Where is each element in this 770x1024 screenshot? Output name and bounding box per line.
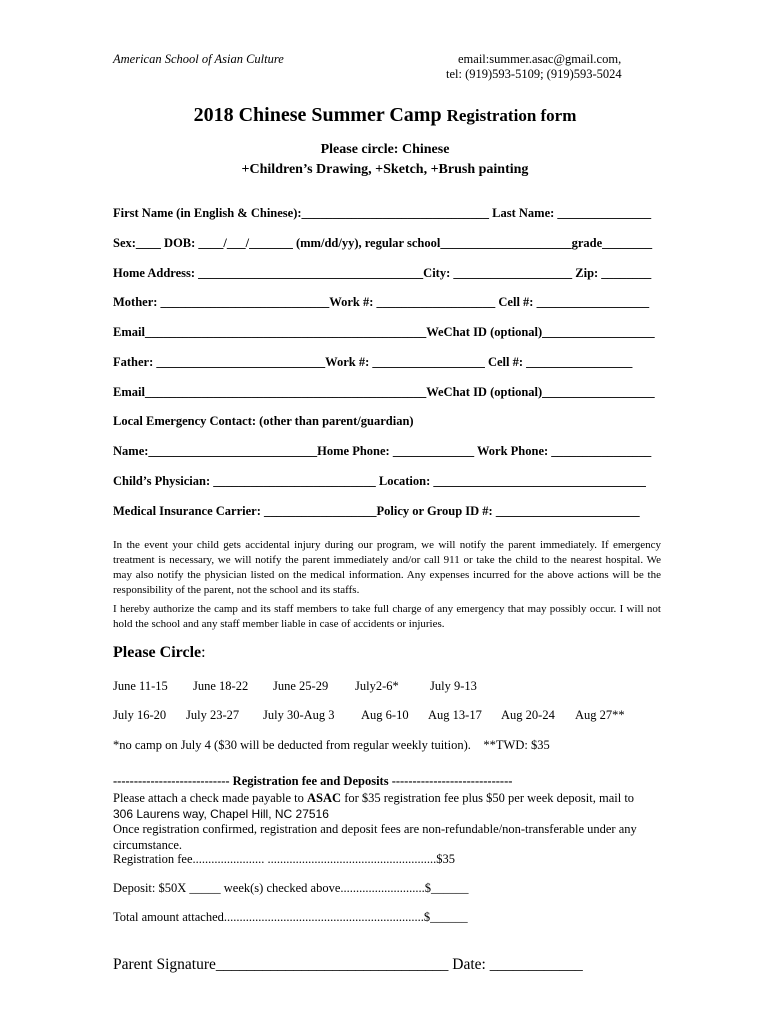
field-mother[interactable]: Mother: ___________________________Work #: ___________________ Cell #: __________________: [113, 295, 650, 309]
date-option[interactable]: June 25-29: [273, 679, 329, 693]
contact-phone: tel: (919)593-5109; (919)593-5024: [446, 67, 622, 81]
deposit-line[interactable]: Deposit: $50X _____ week(s) checked above...........................$______: [113, 881, 469, 895]
nonrefund-notice: Once registration confirmed, registration and deposit fees are non-refundable/non-transferable under any circumstance.: [113, 822, 637, 852]
field-mother-email[interactable]: Email_____________________________________________WeChat ID (optional)__________________: [113, 325, 655, 339]
emergency-contact-label: Local Emergency Contact: (other than parent/guardian): [113, 414, 414, 428]
registration-instructions-a: Please attach a check made payable to: [113, 791, 308, 805]
field-insurance[interactable]: Medical Insurance Carrier: __________________Policy or Group ID #: _______________________: [113, 504, 640, 518]
school-name: American School of Asian Culture: [113, 52, 284, 66]
form-title-suffix: Registration form: [446, 106, 577, 125]
date-option[interactable]: June 11-15: [113, 679, 168, 693]
contact-email: email:summer.asac@gmail.com,: [458, 52, 622, 66]
date-option[interactable]: Aug 27**: [575, 708, 625, 722]
field-sex-dob-school[interactable]: Sex:____ DOB: ____/___/_______ (mm/dd/yy), regular school_____________________grade________: [113, 236, 653, 250]
date-option[interactable]: July 16-20: [113, 708, 167, 722]
mailing-address: 306 Laurens way, Chapel Hill, NC 27516: [113, 807, 329, 821]
date-option[interactable]: Aug 13-17: [428, 708, 482, 722]
field-physician[interactable]: Child’s Physician: __________________________ Location: __________________________________: [113, 474, 646, 488]
please-circle-heading: [113, 644, 206, 662]
field-father-email[interactable]: Email_____________________________________________WeChat ID (optional)__________________: [113, 385, 655, 399]
form-title-main: 2018 Chinese Summer Camp: [193, 104, 442, 126]
registration-instructions: [113, 790, 673, 806]
authorize-paragraph: I hereby authorize the camp and its staff members to take full charge of any emergency that may possibly occur. I will not hold the school and any staff member liable in case of accidents or injuries.: [113, 603, 661, 630]
please-circle-label: Please Circle: [113, 644, 202, 661]
registration-instructions-c: for $35 registration fee plus $50 per week deposit, mail to: [341, 791, 635, 805]
date-option[interactable]: July 23-27: [186, 708, 240, 722]
field-first-last-name[interactable]: First Name (in English & Chinese):______________________________ Last Name: _______________: [113, 206, 652, 220]
date-option[interactable]: June 18-22: [193, 679, 249, 693]
date-option[interactable]: Aug 20-24: [501, 708, 555, 722]
subtitle-line-1: Please circle: Chinese: [320, 142, 450, 157]
registration-heading: ---------------------------- Registration fee and Deposits -----------------------------: [113, 774, 513, 788]
date-option[interactable]: July 9-13: [430, 679, 477, 693]
payee-name: ASAC: [307, 791, 342, 805]
registration-fee-line: Registration fee....................... ......................................................$35: [113, 852, 455, 866]
parent-signature-line[interactable]: Parent Signature______________________________ Date: ____________: [113, 956, 583, 973]
field-emergency-contact[interactable]: Name:___________________________Home Phone: _____________ Work Phone: ________________: [113, 444, 652, 458]
date-option[interactable]: July 30-Aug 3: [263, 708, 335, 722]
date-option[interactable]: Aug 6-10: [361, 708, 409, 722]
total-amount-line[interactable]: Total amount attached................................................................$______: [113, 910, 468, 924]
form-title: [0, 104, 770, 127]
field-father[interactable]: Father: ___________________________Work #: __________________ Cell #: _________________: [113, 355, 633, 369]
injury-paragraph: In the event your child gets accidental injury during our program, we will notify the parent immediately. If emergency treatment is necessary, we will notify the parent immediately and/or call 911 or take the child to the nearest hospital. We may also notify the physician listed on the medical information. Any expenses incurred for the above actions will be the responsibility of the parent, not the school and its staffs.: [113, 539, 661, 596]
please-circle-colon: :: [201, 644, 206, 661]
date-option[interactable]: July2-6*: [355, 679, 399, 693]
subtitle-line-2: +Children’s Drawing, +Sketch, +Brush painting: [241, 162, 529, 177]
field-home-address[interactable]: Home Address: ____________________________________City: ___________________ Zip: ________: [113, 266, 652, 280]
camp-note: *no camp on July 4 ($30 will be deducted from regular weekly tuition). **TWD: $35: [113, 738, 550, 752]
